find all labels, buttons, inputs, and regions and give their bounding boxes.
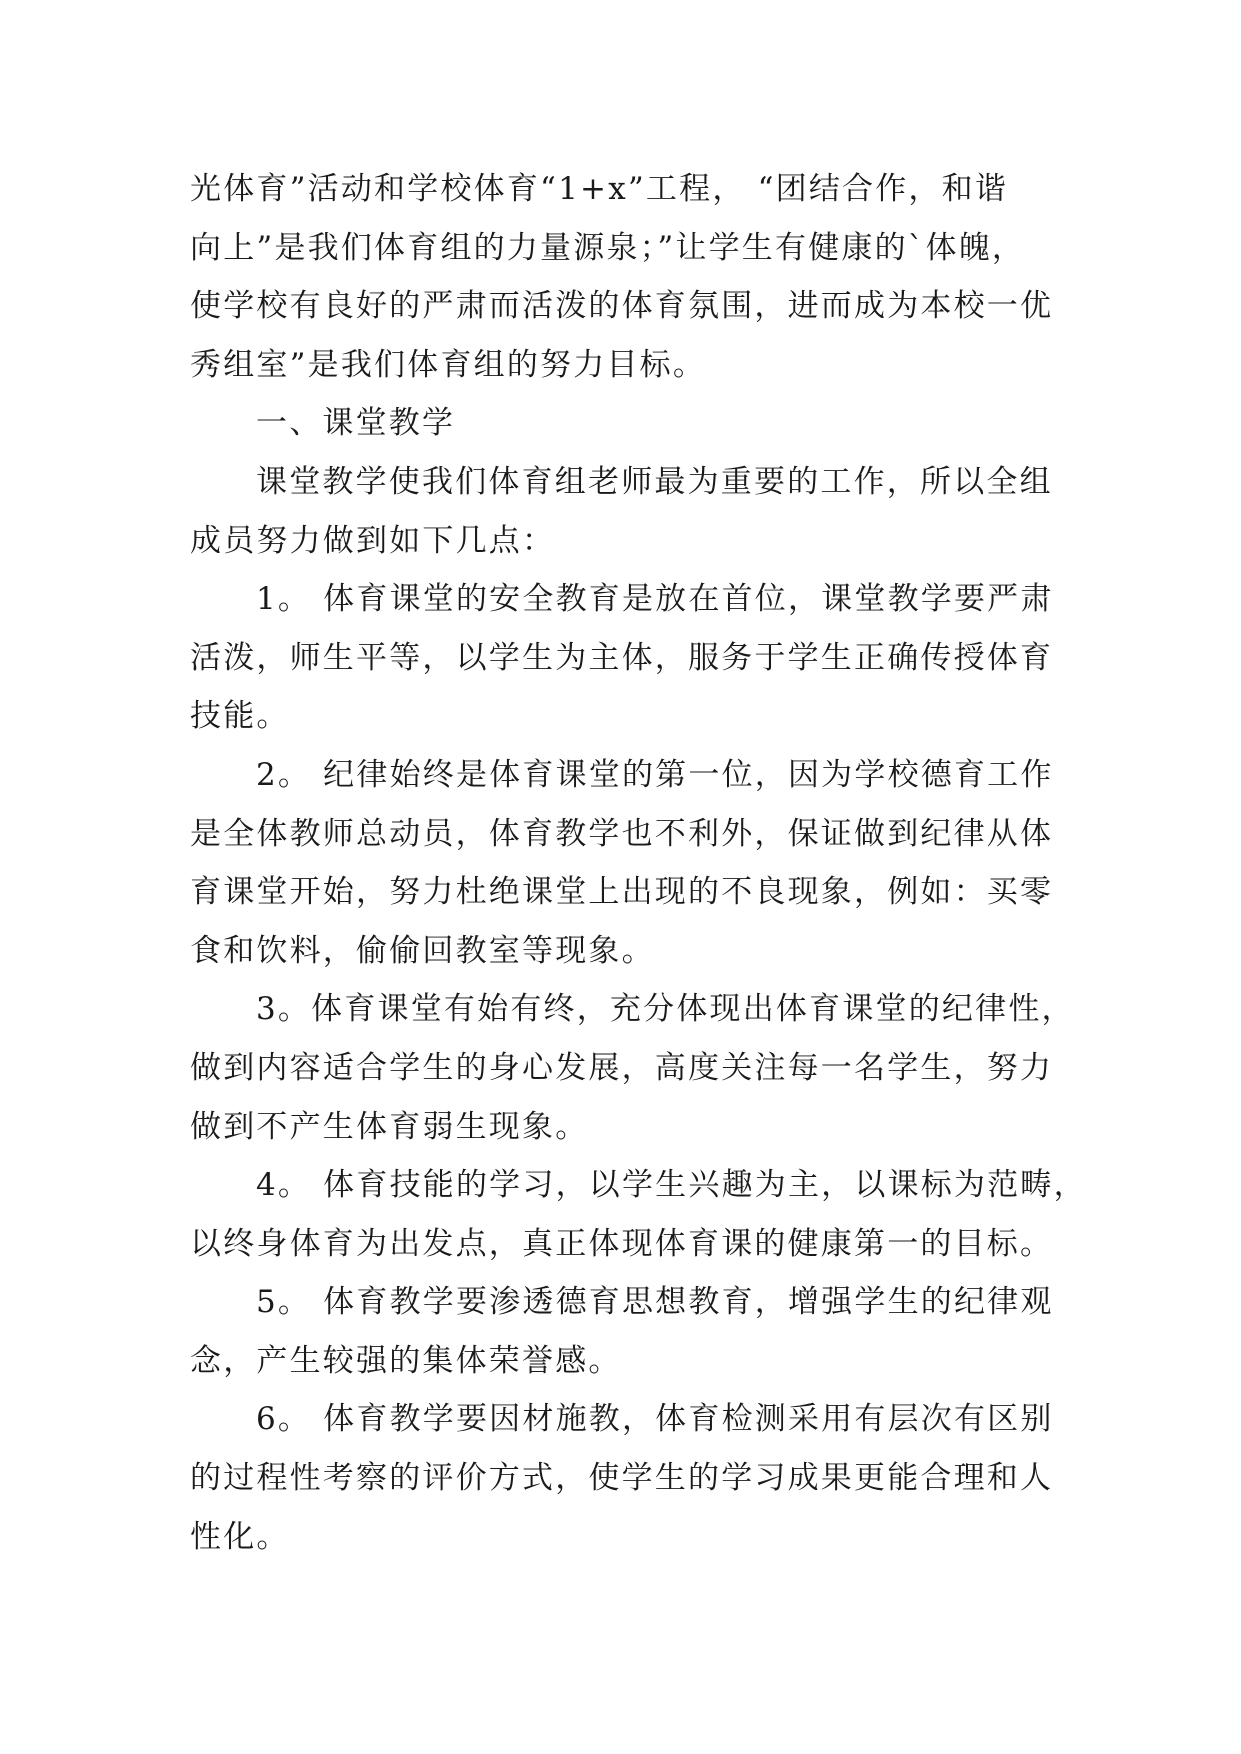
document-body (190, 160, 1087, 1566)
text-line: 1。 体育课堂的安全教育是放在首位，课堂教学要严肃 (256, 581, 1054, 618)
text-line: 3。体育课堂有始有终，充分体现出体育课堂的纪律性， (256, 991, 1075, 1028)
text-line: 使学校有良好的严肃而活泼的体育氛围，进而成为本校一优 (190, 288, 1054, 325)
paragraph-classroom-intro (190, 453, 1070, 570)
text-line: 课堂教学使我们体育组老师最为重要的工作，所以全组 (256, 463, 1053, 500)
text-line: 4。 体育技能的学习，以学生兴趣为主，以课标为范畴， (256, 1167, 1087, 1204)
text-line: 秀组室”是我们体育组的努力目标。 (190, 346, 707, 383)
list-item-4 (190, 1156, 1087, 1273)
text-line: 的过程性考察的评价方式，使学生的学习成果更能合理和人 (190, 1460, 1054, 1497)
text-line: 做到不产生体育弱生现象。 (190, 1108, 589, 1145)
section-heading-classroom-teaching (190, 394, 1070, 453)
list-item-6 (190, 1390, 1070, 1566)
text-line: 性化。 (190, 1518, 290, 1555)
text-line: 5。 体育教学要渗透德育思想教育，增强学生的纪律观 (256, 1284, 1054, 1321)
list-item-3 (190, 980, 1075, 1156)
text-line: 育课堂开始，努力杜绝课堂上出现的不良现象，例如：买零 (190, 874, 1054, 911)
list-item-2 (190, 746, 1070, 980)
text-line: 2。 纪律始终是体育课堂的第一位，因为学校德育工作 (256, 756, 1054, 793)
text-line: 6。 体育教学要因材施教，体育检测采用有层次有区别 (256, 1401, 1054, 1438)
text-line: 念，产生较强的集体荣誉感。 (190, 1342, 622, 1379)
text-line: 是全体教师总动员，体育教学也不利外，保证做到纪律从体 (190, 815, 1054, 852)
list-item-1 (190, 570, 1070, 746)
text-line: 向上”是我们体育组的力量源泉；”让学生有健康的`体魄， (190, 229, 1026, 266)
heading-line: 一、课堂教学 (256, 405, 456, 442)
text-line: 食和饮料，偷偷回教室等现象。 (190, 932, 655, 969)
text-line: 以终身体育为出发点，真正体现体育课的健康第一的目标。 (190, 1225, 1054, 1262)
text-line: 技能。 (190, 698, 290, 735)
text-line: 做到内容适合学生的身心发展，高度关注每一名学生，努力 (190, 1049, 1054, 1086)
text-line: 成员努力做到如下几点： (190, 522, 556, 559)
text-line: 光体育”活动和学校体育“1+x”工程， “团结合作，和谐 (190, 171, 1009, 207)
paragraph-intro-continued (190, 160, 1070, 394)
list-item-5 (190, 1273, 1070, 1390)
text-line: 活泼，师生平等，以学生为主体，服务于学生正确传授体育 (190, 639, 1054, 676)
